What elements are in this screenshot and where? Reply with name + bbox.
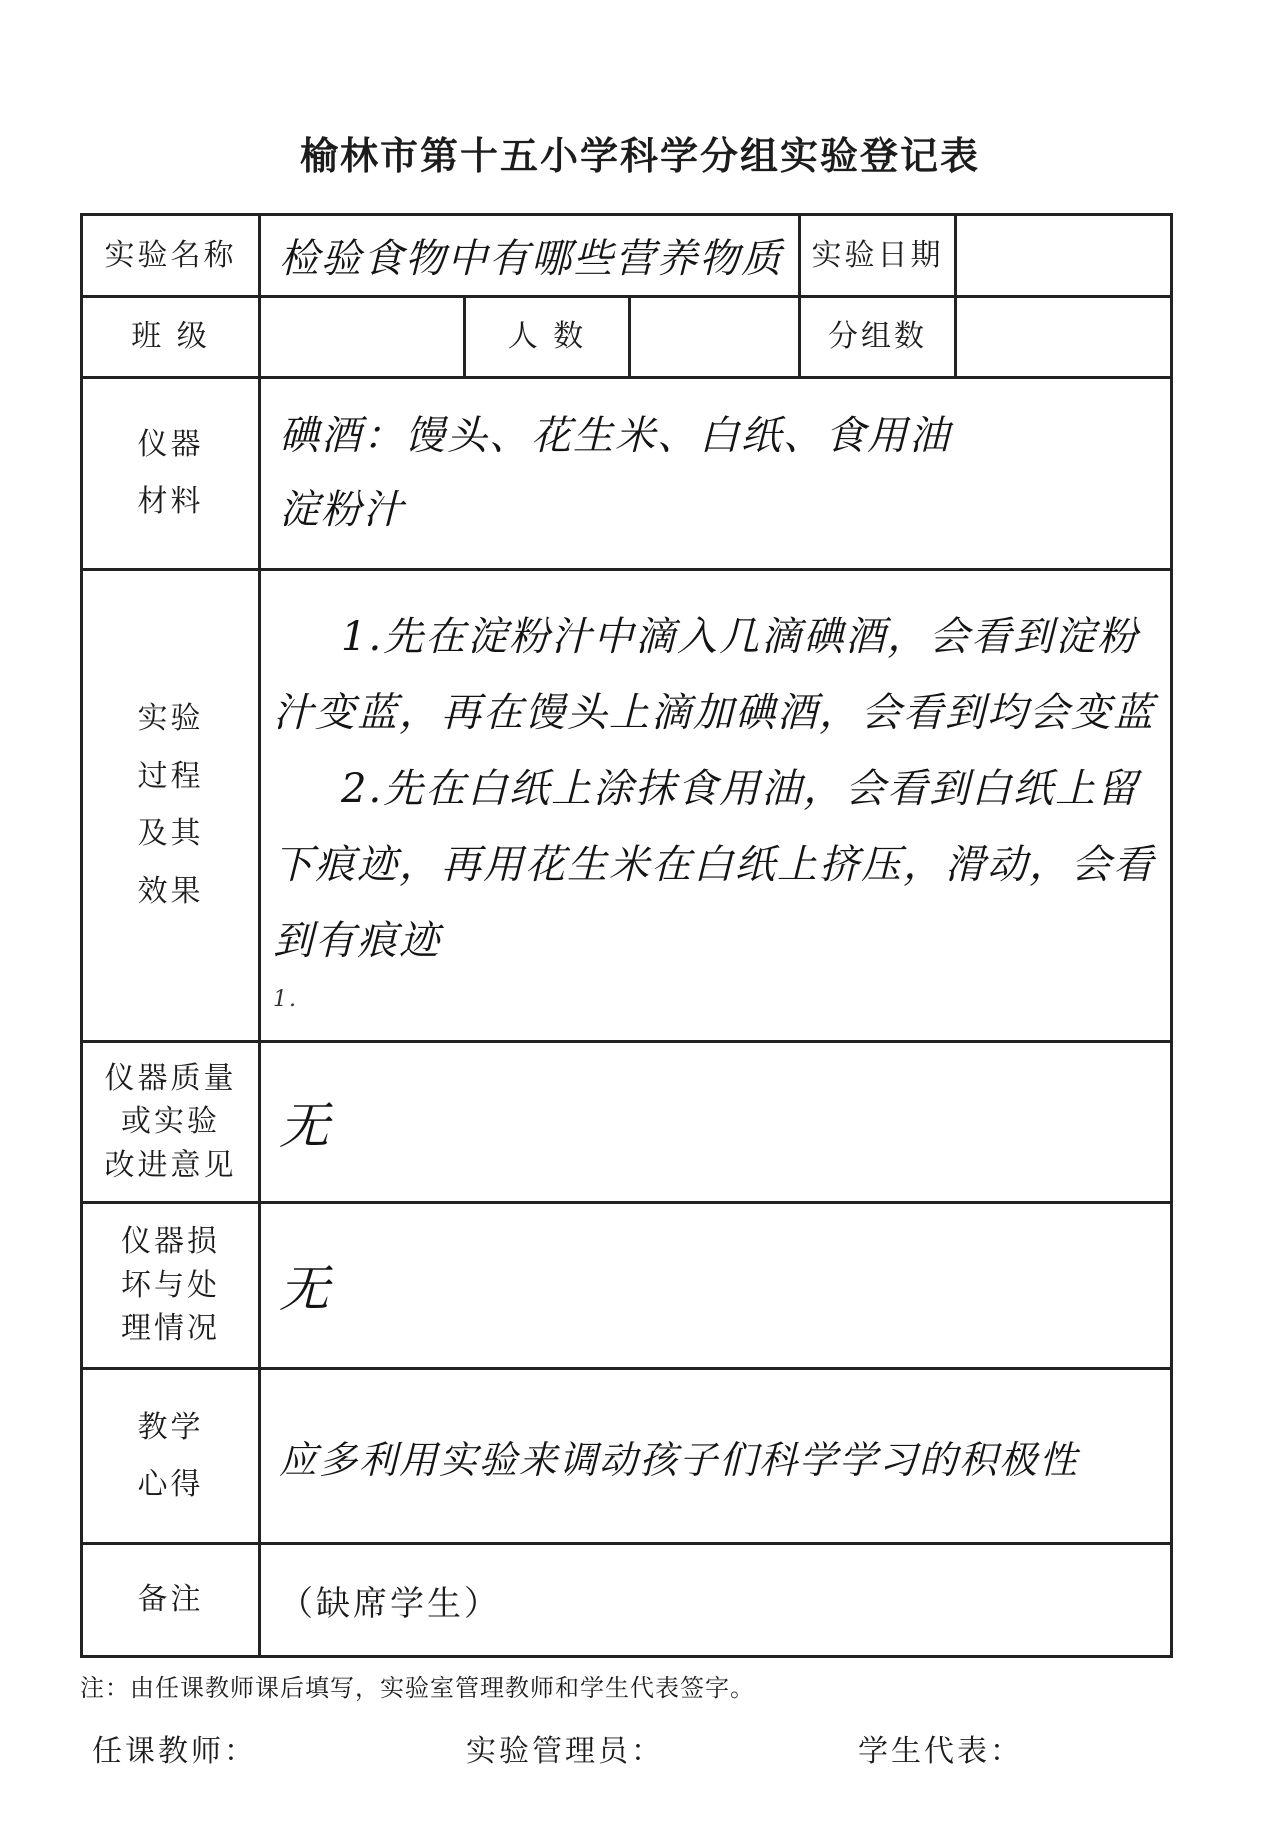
label-experiment-name: 实验名称	[82, 215, 260, 297]
label-experiment-date: 实验日期	[800, 215, 956, 297]
process-paragraph-2: 2.先在白纸上涂抹食用油，会看到白纸上留下痕迹，再用花生米在白纸上挤压，滑动，会看到有痕迹	[273, 765, 1155, 964]
remarks-cell	[260, 1544, 1172, 1657]
label-damage	[82, 1203, 260, 1369]
label-process-line3: 及其	[137, 816, 204, 852]
label-damage-line1: 仪器损	[121, 1224, 220, 1260]
label-materials-line2: 材料	[137, 484, 204, 520]
label-quality-line3: 改进意见	[104, 1147, 237, 1183]
reflection-cell	[260, 1368, 1172, 1544]
damage-cell	[260, 1203, 1172, 1369]
row-experiment-name	[82, 215, 1172, 297]
experiment-name-value: 检验食物中有哪些营养物质	[279, 236, 783, 283]
signature-teacher: 任课教师：	[92, 1734, 257, 1769]
row-remarks	[82, 1544, 1172, 1657]
row-damage	[82, 1203, 1172, 1369]
label-group-count: 分组数	[800, 297, 956, 377]
quality-value: 无	[279, 1097, 331, 1156]
reflection-value: 应多利用实验来调动孩子们科学学习的积极性	[279, 1437, 1080, 1482]
experiment-date-value	[956, 215, 1172, 297]
row-process	[82, 569, 1172, 1042]
process-paragraph-1: 1.先在淀粉汁中滴入几滴碘酒，会看到淀粉汁变蓝，再在馒头上滴加碘酒，会看到均会变蓝	[273, 613, 1155, 736]
process-cell	[260, 569, 1172, 1042]
label-reflection-line1: 教学	[137, 1409, 204, 1445]
label-damage-line3: 理情况	[121, 1311, 220, 1347]
label-process-line2: 过程	[137, 758, 204, 794]
student-count-value	[630, 297, 800, 377]
form-title: 榆林市第十五小学科学分组实验登记表	[299, 134, 980, 178]
materials-line2: 淀粉汁	[279, 486, 405, 533]
label-quality-line1: 仪器质量	[104, 1060, 237, 1096]
process-paragraph-3: 1.	[273, 986, 298, 1012]
label-reflection-line2: 心得	[137, 1467, 204, 1503]
label-process-line1: 实验	[137, 701, 204, 737]
materials-line1: 碘酒：馒头、花生米、白纸、食用油	[279, 412, 951, 459]
row-materials	[82, 377, 1172, 569]
signature-lab-admin: 实验管理员：	[466, 1734, 664, 1769]
label-materials	[82, 377, 260, 569]
label-materials-line1: 仪器	[137, 426, 204, 462]
label-quality-line2: 或实验	[121, 1104, 220, 1140]
registration-table	[80, 213, 1173, 1658]
form-sheet	[80, 213, 1170, 1658]
row-reflection	[82, 1368, 1172, 1544]
damage-value: 无	[279, 1260, 331, 1319]
label-student-count: 人 数	[465, 297, 630, 377]
footer-note: 注：由任课教师课后填写，实验室管理教师和学生代表签字。	[80, 1674, 755, 1702]
label-process	[82, 569, 260, 1042]
experiment-name-cell	[260, 215, 800, 297]
materials-cell	[260, 377, 1172, 569]
label-class: 班 级	[82, 297, 260, 377]
label-quality	[82, 1042, 260, 1203]
label-remarks: 备注	[82, 1544, 260, 1657]
label-reflection	[82, 1368, 260, 1544]
remarks-value: （缺席学生）	[279, 1583, 501, 1624]
row-quality	[82, 1042, 1172, 1203]
quality-cell	[260, 1042, 1172, 1203]
row-class-info	[82, 297, 1172, 377]
group-count-value	[956, 297, 1172, 377]
class-value	[260, 297, 465, 377]
signature-student-rep: 学生代表：	[858, 1734, 1023, 1769]
label-process-line4: 效果	[137, 873, 204, 909]
label-damage-line2: 坏与处	[121, 1267, 220, 1303]
